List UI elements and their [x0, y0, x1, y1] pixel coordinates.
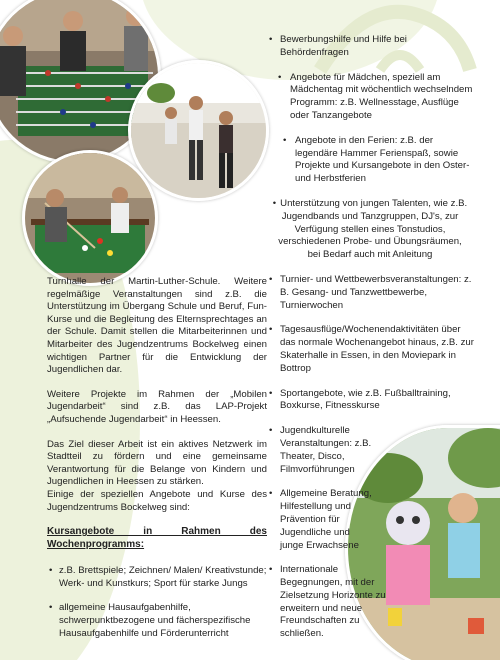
list-item: • Angebote für Mädchen, speziell am Mädchentag mit wöchentlich wechselndem Programm: z.B. Wellnesstage, Ausflüge oder Tanzangebote — [265, 72, 475, 123]
list-item: • z.B. Brettspiele; Zeichnen/ Malen/ Kreativstunde; Werk- und Kunstkurs; Sport für starke Jungs — [47, 565, 267, 590]
list-item: • Sportangebote, wie z.B. Fußballtraining, Boxkurse, Fitnesskurse — [265, 388, 475, 414]
course-heading: Kursangebote in Rahmen des Wochenprogramms: — [47, 526, 267, 550]
list-item: • Turnier- und Wettbewerbsveranstaltungen: z. B. Gesang- und Tanzwettbewerbe, Turnierwochen — [265, 274, 475, 312]
list-item: • Tagesausflüge/Wochenendaktivitäten über das normale Wochenangebot hinaus, z.B. zur Skaterhalle in Essen, in den Moviepark in Bottrop — [265, 324, 475, 375]
list-item: • allgemeine Hausaufgabenhilfe, schwerpunktbezogene und fächerspezifische Hausaufgabenhilfe und Förderunterricht — [47, 602, 267, 640]
offer-list — [265, 34, 475, 641]
goal-paragraph: Das Ziel dieser Arbeit ist ein aktives Netzwerk im Stadtteil zu fördern und eine gemeinsame Verantwortung für die Belange von Kindern und Jugendlichen in Heessen zu stärken. Einige der speziellen Angebote und Kurse des Jugendzentrums Bockelweg sind: — [47, 438, 267, 513]
list-item: • Unterstützung von jungen Talenten, wie z.B. Jugendbands und Tanzgruppen, DJ's, zur Verfügung stellen eines Tonstudios, verschiedenen Probe- und Übungsräumen, bei Bedarf auch mit Anleitung — [265, 198, 475, 262]
right-column — [265, 34, 475, 653]
intro-paragraph: Turnhalle der Martin-Luther-Schule. Weitere regelmäßige Veranstaltungen sind z.B. die Unterstützung im Übergang Schule und Beruf, Fun-Kurse und die Begleitung des Elternsprechtages an der Schule. Damit stellen die Mitarbeiterinnen und Mitarbeiter des Jugendzentrums Bockelweg einen wichtigen Partner für die Entwicklung der Jugendlichen dar. — [47, 276, 267, 376]
course-list — [47, 565, 267, 640]
left-column — [47, 276, 267, 652]
list-item: • Bewerbungshilfe und Hilfe bei Behördenfragen — [265, 34, 475, 60]
dance-photo — [128, 60, 269, 201]
list-item: • Allgemeine Beratung, Hilfestellung und Prävention für Jugendliche und junge Erwachsene — [265, 488, 372, 552]
billiards-photo — [22, 150, 158, 286]
list-item: • Angebote in den Ferien: z.B. der legendäre Hammer Ferienspaß, sowie Projekte und Kursangebote in den Oster- und Herbstferien — [265, 135, 475, 186]
projects-paragraph: Weitere Projekte im Rahmen der „Mobilen Jugendarbeit“ sind z.B. das LAP-Projekt „Aufsuchende Jugendarbeit“ in Heessen. — [47, 388, 267, 425]
list-item: • Internationale Begegnungen, mit der Zielsetzung Horizonte zu erweitern und neue Freundschaften zu schließen. — [265, 564, 398, 641]
list-item: • Jugendkulturelle Veranstaltungen: z.B. Theater, Disco, Filmvorführungen — [265, 425, 385, 476]
